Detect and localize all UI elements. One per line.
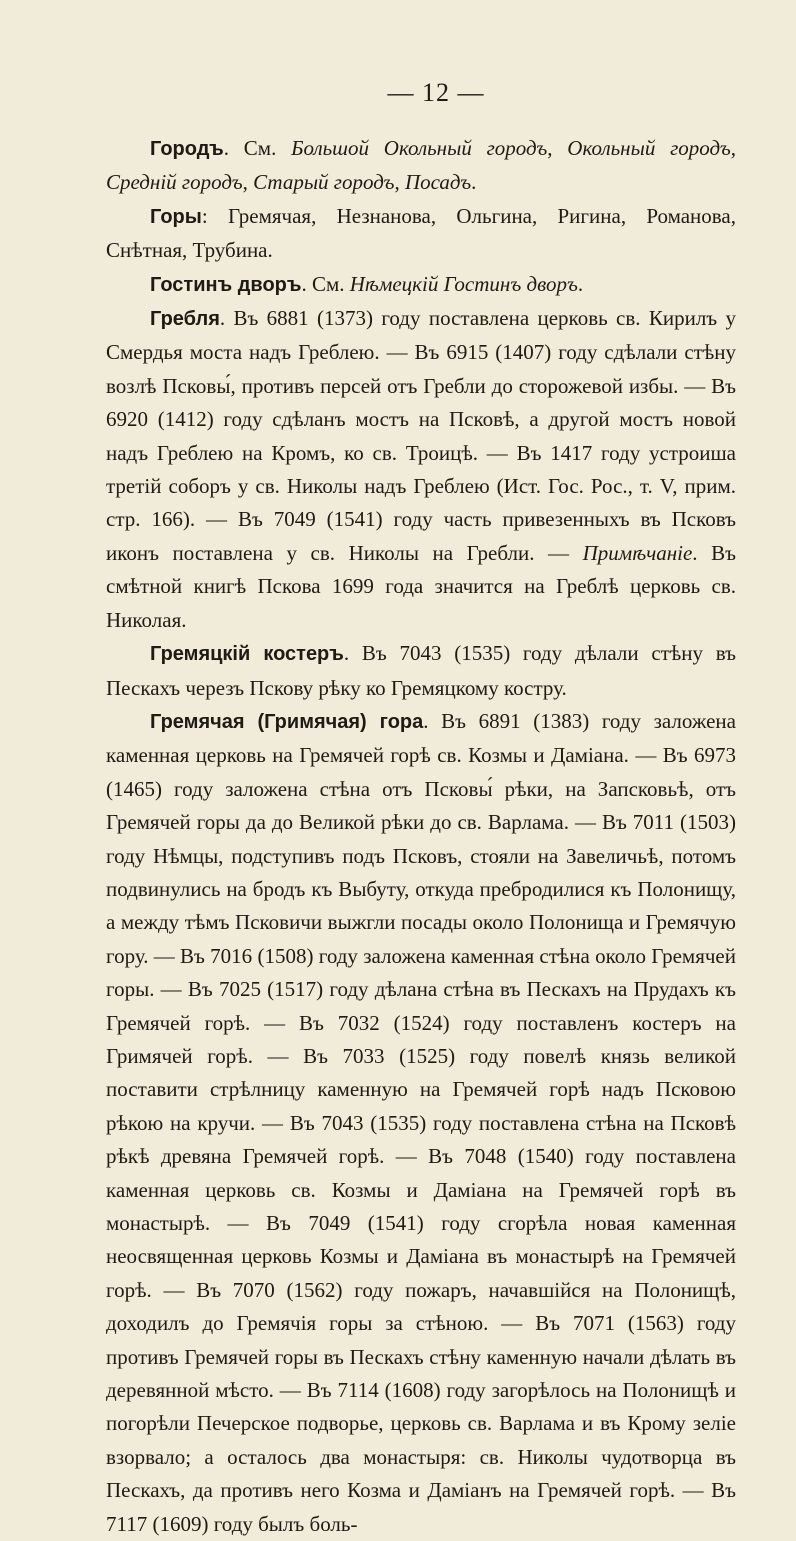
entry-headword: Гостинъ дворъ (150, 273, 302, 296)
entry-gorod (106, 132, 736, 200)
entry-headword: Гремяцкій костеръ (150, 643, 344, 666)
entry-text: , (730, 136, 737, 160)
entry-gostin-dvor (106, 268, 736, 302)
entry-text: , (547, 136, 568, 160)
entry-greblya (106, 302, 736, 637)
entry-text: . Въ 6891 (1383) году заложена каменная церковь на Гремячей горѣ св. Козмы и Даміана. — Въ 6973 (1465) году заложена стѣна отъ Псковы́ рѣки, на Запсковьѣ, отъ Гремячей горы да до Великой рѣки до св. Варлама. — Въ 7011 (1503) году Нѣмцы, подступивъ подъ Псковъ, стояли на Завеличьѣ, потомъ подвинулись на бродъ къ Выбуту, откуда пребродилися къ Полонищу, а между тѣмъ Псковичи выжгли посады около Полонища и Гремячую гору. — Въ 7016 (1508) году заложена каменная стѣна около Гремячей горы. — Въ 7025 (1517) году дѣлана стѣна въ Пескахъ на Прудахъ къ Гремячей горѣ. — Въ 7032 (1524) году поставленъ костеръ на Гримячей горѣ. — Въ 7033 (1525) году повелѣ князь великой поставити стрѣлницу каменную на Гремячей горѣ надъ Псковою рѣкою на кручи. — Въ 7043 (1535) году поставлена стѣна на Псковѣ рѣкѣ древяна Гремячей горѣ. — Въ 7048 (1540) году поставлена каменная церковь св. Козмы и Даміана на Гремячей горѣ въ монастырѣ. — Въ 7049 (1541) году сгорѣла новая каменная неосвященная церковь Козмы и Даміана въ монастырѣ на Гремячей горѣ. — Въ 7070 (1562) году пожаръ, начавшійся на Полонищѣ, доходилъ до Гремячія горы за стѣною. — Въ 7071 (1563) году противъ Гремячей горы въ Пескахъ стѣну каменную начали дѣлать въ деревянной мѣсто. — Въ 7114 (1608) году загорѣлось на Полонищѣ и погорѣли Печерское подворье, церковь св. Варлама и въ Крому зеліе взорвало; а осталось два монастыря: св. Николы чудотворца въ Пескахъ, да противъ него Козма и Даміанъ на Гремячей горѣ. — Въ 7117 (1609) году былъ боль- (106, 708, 736, 1536)
entry-headword: Гремячая (Гримячая) гора (150, 710, 424, 733)
entry-text: . (471, 170, 477, 195)
cross-reference: Старый городъ (253, 170, 395, 195)
entry-text: . Въ смѣтной книгѣ Пскова 1699 года значится на Греблѣ церковь св. Николая. (106, 540, 736, 632)
entry-text: . Въ 7043 (1535) году дѣлали стѣну въ Пескахъ черезъ Пскову рѣку ко Гремяцкому костру. (106, 641, 736, 700)
entry-text: : Гремячая, Незнанова, Ольгина, Ригина, Романова, Снѣтная, Трубина. (106, 203, 736, 263)
entry-gremyatskiy-koster (106, 637, 736, 705)
cross-reference: Средній городъ (106, 170, 243, 195)
entry-headword: Горы (150, 205, 202, 228)
page-number: — 12 — (387, 78, 485, 107)
entry-gremyachaya-gora (106, 705, 736, 1541)
note-label: Примѣчаніе (582, 540, 693, 565)
entry-text: . Въ 6881 (1373) году поставлена церковь св. Кирилъ у Смердья моста надъ Греблею. — Въ 6915 (1407) году сдѣлали стѣну возлѣ Псковы́, противъ персей отъ Гребли до сторожевой избы. — Въ 6920 (1412) году сдѣланъ мостъ на Псковѣ, а другой мостъ новой надъ Греблею на Кромъ, ко св. Троицѣ. — Въ 1417 году устроиша третій соборъ у св. Николы надъ Греблею (Ист. Гос. Рос., т. V, прим. стр. 166). — Въ 7049 (1541) году часть привезенныхъ въ Псковъ иконъ поставлена у св. Николы на Гребли. — (106, 306, 736, 565)
entry-headword: Гребля (150, 308, 220, 331)
entry-text: . См. (223, 136, 292, 160)
entry-text: . (577, 271, 584, 296)
entry-text: . См. (301, 271, 350, 296)
entry-gory (106, 200, 736, 268)
entry-text: , (394, 170, 405, 195)
entry-text: , (242, 170, 254, 195)
entry-headword: Городъ (150, 138, 224, 160)
cross-reference: Посадъ (404, 170, 472, 195)
cross-reference: Окольный городъ (567, 136, 731, 160)
cross-reference: Нѣмецкій Гостинъ дворъ (349, 271, 578, 296)
cross-reference: Большой Окольный городъ (291, 136, 548, 160)
